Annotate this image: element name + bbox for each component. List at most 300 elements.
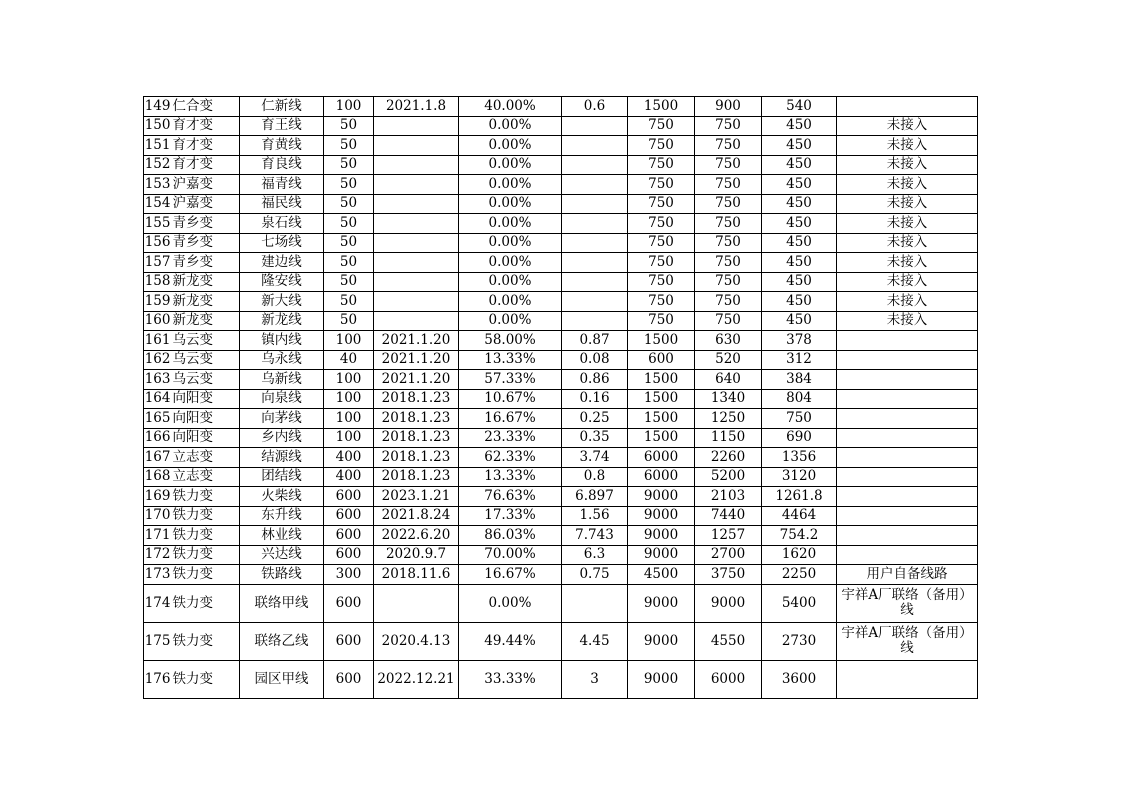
substation-name: 乌云变 [172,370,240,390]
load-rate-value: 0.00% [459,233,562,253]
load-rate-value: 33.33% [459,660,562,698]
remark-cell: 未接入 [837,253,978,273]
feeder-line-name: 团结线 [240,467,324,487]
capacity-value: 50 [324,136,374,156]
table-row [144,331,978,351]
substation-name: 向阳变 [172,428,240,448]
load-rate-value: 0.00% [459,155,562,175]
load-rate-value: 86.03% [459,526,562,546]
load-rate-value: 58.00% [459,331,562,351]
date-value: 2020.4.13 [374,622,459,660]
limit-value-3: 804 [762,389,837,409]
substation-name: 育才变 [172,155,240,175]
limit-value-3: 450 [762,272,837,292]
row-number: 170 [144,506,172,526]
substation-name: 沪嘉变 [172,175,240,195]
feeder-line-name: 乡内线 [240,428,324,448]
limit-value-1: 1500 [628,370,695,390]
limit-value-3: 450 [762,214,837,234]
substation-name: 乌云变 [172,331,240,351]
date-value: 2022.6.20 [374,526,459,546]
limit-value-2: 750 [695,116,762,136]
date-value: 2021.8.24 [374,506,459,526]
limit-value-3: 450 [762,155,837,175]
limit-value-1: 6000 [628,467,695,487]
feeder-line-name: 育良线 [240,155,324,175]
capacity-value: 600 [324,660,374,698]
limit-value-3: 450 [762,253,837,273]
date-value [374,116,459,136]
date-value: 2018.1.23 [374,467,459,487]
limit-value-3: 5400 [762,584,837,622]
load-rate-value: 0.00% [459,311,562,331]
table-row [144,370,978,390]
feeder-line-name: 园区甲线 [240,660,324,698]
load-value: 0.08 [562,350,628,370]
load-rate-value: 62.33% [459,448,562,468]
load-value [562,136,628,156]
row-number: 166 [144,428,172,448]
substation-name: 青乡变 [172,233,240,253]
remark-cell [837,331,978,351]
load-rate-value: 76.63% [459,487,562,507]
limit-value-2: 7440 [695,506,762,526]
feeder-line-name: 隆安线 [240,272,324,292]
row-number: 160 [144,311,172,331]
load-rate-value: 0.00% [459,175,562,195]
load-rate-value: 16.67% [459,409,562,429]
limit-value-2: 4550 [695,622,762,660]
remark-cell [837,448,978,468]
capacity-value: 50 [324,116,374,136]
remark-cell: 未接入 [837,233,978,253]
limit-value-1: 1500 [628,97,695,117]
substation-name: 新龙变 [172,272,240,292]
limit-value-3: 450 [762,116,837,136]
remark-cell [837,97,978,117]
substation-name: 新龙变 [172,292,240,312]
load-value [562,272,628,292]
load-rate-value: 23.33% [459,428,562,448]
capacity-value: 600 [324,622,374,660]
remark-cell: 用户自备线路 [837,565,978,585]
limit-value-2: 9000 [695,584,762,622]
capacity-value: 50 [324,214,374,234]
feeder-line-name: 育王线 [240,116,324,136]
capacity-value: 50 [324,233,374,253]
date-value: 2018.11.6 [374,565,459,585]
load-value [562,253,628,273]
limit-value-1: 9000 [628,526,695,546]
limit-value-2: 900 [695,97,762,117]
date-value [374,584,459,622]
feeder-line-name: 结源线 [240,448,324,468]
limit-value-3: 450 [762,175,837,195]
limit-value-1: 750 [628,233,695,253]
remark-cell: 未接入 [837,194,978,214]
row-number: 157 [144,253,172,273]
table-row [144,233,978,253]
date-value: 2018.1.23 [374,448,459,468]
capacity-value: 50 [324,272,374,292]
date-value: 2018.1.23 [374,389,459,409]
row-number: 159 [144,292,172,312]
table-row [144,467,978,487]
substation-name: 立志变 [172,467,240,487]
row-number: 163 [144,370,172,390]
limit-value-1: 750 [628,175,695,195]
capacity-value: 100 [324,389,374,409]
limit-value-2: 750 [695,175,762,195]
limit-value-3: 378 [762,331,837,351]
substation-name: 铁力变 [172,584,240,622]
load-value: 0.35 [562,428,628,448]
date-value: 2018.1.23 [374,428,459,448]
capacity-value: 40 [324,350,374,370]
load-value: 0.87 [562,331,628,351]
load-value: 0.16 [562,389,628,409]
load-value [562,233,628,253]
feeder-line-name: 东升线 [240,506,324,526]
limit-value-1: 9000 [628,660,695,698]
load-value: 3.74 [562,448,628,468]
limit-value-1: 1500 [628,409,695,429]
limit-value-1: 750 [628,214,695,234]
remark-cell: 未接入 [837,214,978,234]
limit-value-2: 750 [695,233,762,253]
table-row [144,194,978,214]
capacity-value: 600 [324,584,374,622]
load-rate-value: 0.00% [459,116,562,136]
load-rate-value: 0.00% [459,292,562,312]
limit-value-2: 640 [695,370,762,390]
load-rate-value: 0.00% [459,214,562,234]
load-value: 6.3 [562,545,628,565]
feeder-line-name: 泉石线 [240,214,324,234]
limit-value-3: 690 [762,428,837,448]
row-number: 150 [144,116,172,136]
load-value [562,311,628,331]
limit-value-1: 6000 [628,448,695,468]
row-number: 174 [144,584,172,622]
limit-value-2: 3750 [695,565,762,585]
load-value [562,292,628,312]
remark-cell: 未接入 [837,272,978,292]
feeder-data-table [143,96,978,699]
load-value: 0.86 [562,370,628,390]
limit-value-1: 750 [628,311,695,331]
remark-cell [837,428,978,448]
remark-cell [837,409,978,429]
limit-value-2: 6000 [695,660,762,698]
date-value [374,292,459,312]
limit-value-1: 600 [628,350,695,370]
limit-value-2: 750 [695,194,762,214]
row-number: 152 [144,155,172,175]
remark-cell: 未接入 [837,175,978,195]
load-value [562,584,628,622]
remark-cell: 宇祥A厂联络（备用）线 [837,622,978,660]
table-row [144,292,978,312]
load-rate-value: 57.33% [459,370,562,390]
remark-cell [837,526,978,546]
capacity-value: 100 [324,428,374,448]
load-value [562,194,628,214]
date-value: 2021.1.20 [374,350,459,370]
date-value: 2021.1.20 [374,370,459,390]
limit-value-1: 1500 [628,428,695,448]
table-row [144,428,978,448]
limit-value-3: 4464 [762,506,837,526]
limit-value-1: 4500 [628,565,695,585]
date-value: 2018.1.23 [374,409,459,429]
date-value [374,311,459,331]
load-rate-value: 0.00% [459,194,562,214]
limit-value-1: 750 [628,116,695,136]
limit-value-1: 750 [628,292,695,312]
load-value: 7.743 [562,526,628,546]
row-number: 151 [144,136,172,156]
date-value [374,253,459,273]
limit-value-2: 2700 [695,545,762,565]
table-row [144,155,978,175]
remark-cell: 未接入 [837,155,978,175]
capacity-value: 600 [324,526,374,546]
limit-value-1: 750 [628,253,695,273]
substation-name: 仁合变 [172,97,240,117]
capacity-value: 50 [324,253,374,273]
limit-value-3: 312 [762,350,837,370]
date-value [374,136,459,156]
table-row [144,584,978,622]
limit-value-1: 9000 [628,487,695,507]
load-value: 0.75 [562,565,628,585]
row-number: 149 [144,97,172,117]
table-row [144,214,978,234]
table-row [144,136,978,156]
limit-value-2: 1150 [695,428,762,448]
feeder-line-name: 向泉线 [240,389,324,409]
substation-name: 向阳变 [172,389,240,409]
limit-value-3: 540 [762,97,837,117]
load-rate-value: 0.00% [459,584,562,622]
load-rate-value: 49.44% [459,622,562,660]
capacity-value: 300 [324,565,374,585]
date-value: 2020.9.7 [374,545,459,565]
row-number: 171 [144,526,172,546]
limit-value-3: 750 [762,409,837,429]
capacity-value: 600 [324,545,374,565]
date-value: 2023.1.21 [374,487,459,507]
limit-value-3: 450 [762,233,837,253]
load-value [562,155,628,175]
capacity-value: 100 [324,97,374,117]
substation-name: 铁力变 [172,660,240,698]
limit-value-1: 750 [628,194,695,214]
capacity-value: 600 [324,487,374,507]
remark-cell: 未接入 [837,292,978,312]
capacity-value: 100 [324,370,374,390]
feeder-line-name: 镇内线 [240,331,324,351]
load-value: 0.25 [562,409,628,429]
limit-value-2: 750 [695,253,762,273]
capacity-value: 50 [324,292,374,312]
load-value: 3 [562,660,628,698]
limit-value-2: 750 [695,272,762,292]
limit-value-2: 520 [695,350,762,370]
load-rate-value: 17.33% [459,506,562,526]
load-value [562,214,628,234]
limit-value-2: 2103 [695,487,762,507]
feeder-line-name: 七场线 [240,233,324,253]
limit-value-3: 754.2 [762,526,837,546]
table-row [144,175,978,195]
remark-cell: 未接入 [837,311,978,331]
table-row [144,526,978,546]
table-row [144,565,978,585]
limit-value-3: 3120 [762,467,837,487]
feeder-line-name: 建边线 [240,253,324,273]
load-rate-value: 16.67% [459,565,562,585]
limit-value-3: 450 [762,194,837,214]
limit-value-1: 9000 [628,622,695,660]
table-row [144,448,978,468]
table-row [144,272,978,292]
limit-value-1: 9000 [628,545,695,565]
limit-value-3: 2730 [762,622,837,660]
feeder-line-name: 福民线 [240,194,324,214]
table-row [144,660,978,698]
limit-value-1: 750 [628,155,695,175]
feeder-line-name: 联络乙线 [240,622,324,660]
feeder-line-name: 乌永线 [240,350,324,370]
substation-name: 铁力变 [172,545,240,565]
substation-name: 乌云变 [172,350,240,370]
substation-name: 育才变 [172,116,240,136]
load-rate-value: 0.00% [459,253,562,273]
date-value [374,194,459,214]
limit-value-1: 1500 [628,331,695,351]
table-row [144,506,978,526]
table-row [144,622,978,660]
substation-name: 青乡变 [172,214,240,234]
capacity-value: 50 [324,311,374,331]
remark-cell [837,467,978,487]
date-value: 2022.12.21 [374,660,459,698]
row-number: 161 [144,331,172,351]
row-number: 158 [144,272,172,292]
limit-value-1: 750 [628,136,695,156]
remark-cell [837,389,978,409]
limit-value-3: 1620 [762,545,837,565]
table-row [144,389,978,409]
row-number: 175 [144,622,172,660]
table-row [144,409,978,429]
load-rate-value: 10.67% [459,389,562,409]
limit-value-3: 2250 [762,565,837,585]
remark-cell [837,545,978,565]
table-row [144,350,978,370]
feeder-line-name: 新龙线 [240,311,324,331]
capacity-value: 600 [324,506,374,526]
capacity-value: 100 [324,331,374,351]
substation-name: 育才变 [172,136,240,156]
limit-value-2: 5200 [695,467,762,487]
row-number: 176 [144,660,172,698]
remark-cell: 宇祥A厂联络（备用）线 [837,584,978,622]
feeder-line-name: 新大线 [240,292,324,312]
limit-value-3: 450 [762,311,837,331]
limit-value-1: 9000 [628,506,695,526]
feeder-line-name: 向茅线 [240,409,324,429]
date-value [374,155,459,175]
row-number: 155 [144,214,172,234]
capacity-value: 50 [324,175,374,195]
remark-cell: 未接入 [837,116,978,136]
limit-value-2: 1257 [695,526,762,546]
feeder-line-name: 联络甲线 [240,584,324,622]
load-rate-value: 13.33% [459,350,562,370]
capacity-value: 50 [324,155,374,175]
row-number: 153 [144,175,172,195]
load-value [562,175,628,195]
row-number: 173 [144,565,172,585]
load-rate-value: 0.00% [459,136,562,156]
substation-name: 新龙变 [172,311,240,331]
table-row [144,253,978,273]
feeder-line-name: 福青线 [240,175,324,195]
limit-value-1: 9000 [628,584,695,622]
limit-value-2: 750 [695,136,762,156]
load-value: 0.6 [562,97,628,117]
table-row [144,116,978,136]
limit-value-3: 3600 [762,660,837,698]
load-rate-value: 70.00% [459,545,562,565]
substation-name: 沪嘉变 [172,194,240,214]
feeder-line-name: 仁新线 [240,97,324,117]
load-value: 6.897 [562,487,628,507]
remark-cell [837,350,978,370]
row-number: 167 [144,448,172,468]
remark-cell [837,370,978,390]
load-value [562,116,628,136]
substation-name: 青乡变 [172,253,240,273]
row-number: 154 [144,194,172,214]
table-row [144,311,978,331]
substation-name: 铁力变 [172,506,240,526]
load-value: 4.45 [562,622,628,660]
feeder-line-name: 乌新线 [240,370,324,390]
table-row [144,97,978,117]
capacity-value: 50 [324,194,374,214]
load-value: 0.8 [562,467,628,487]
table-row [144,545,978,565]
date-value [374,214,459,234]
limit-value-1: 1500 [628,389,695,409]
row-number: 162 [144,350,172,370]
feeder-line-name: 林业线 [240,526,324,546]
date-value [374,272,459,292]
substation-name: 铁力变 [172,487,240,507]
limit-value-2: 1250 [695,409,762,429]
row-number: 164 [144,389,172,409]
substation-name: 铁力变 [172,565,240,585]
load-rate-value: 0.00% [459,272,562,292]
date-value: 2021.1.20 [374,331,459,351]
limit-value-3: 384 [762,370,837,390]
limit-value-2: 750 [695,292,762,312]
limit-value-2: 630 [695,331,762,351]
